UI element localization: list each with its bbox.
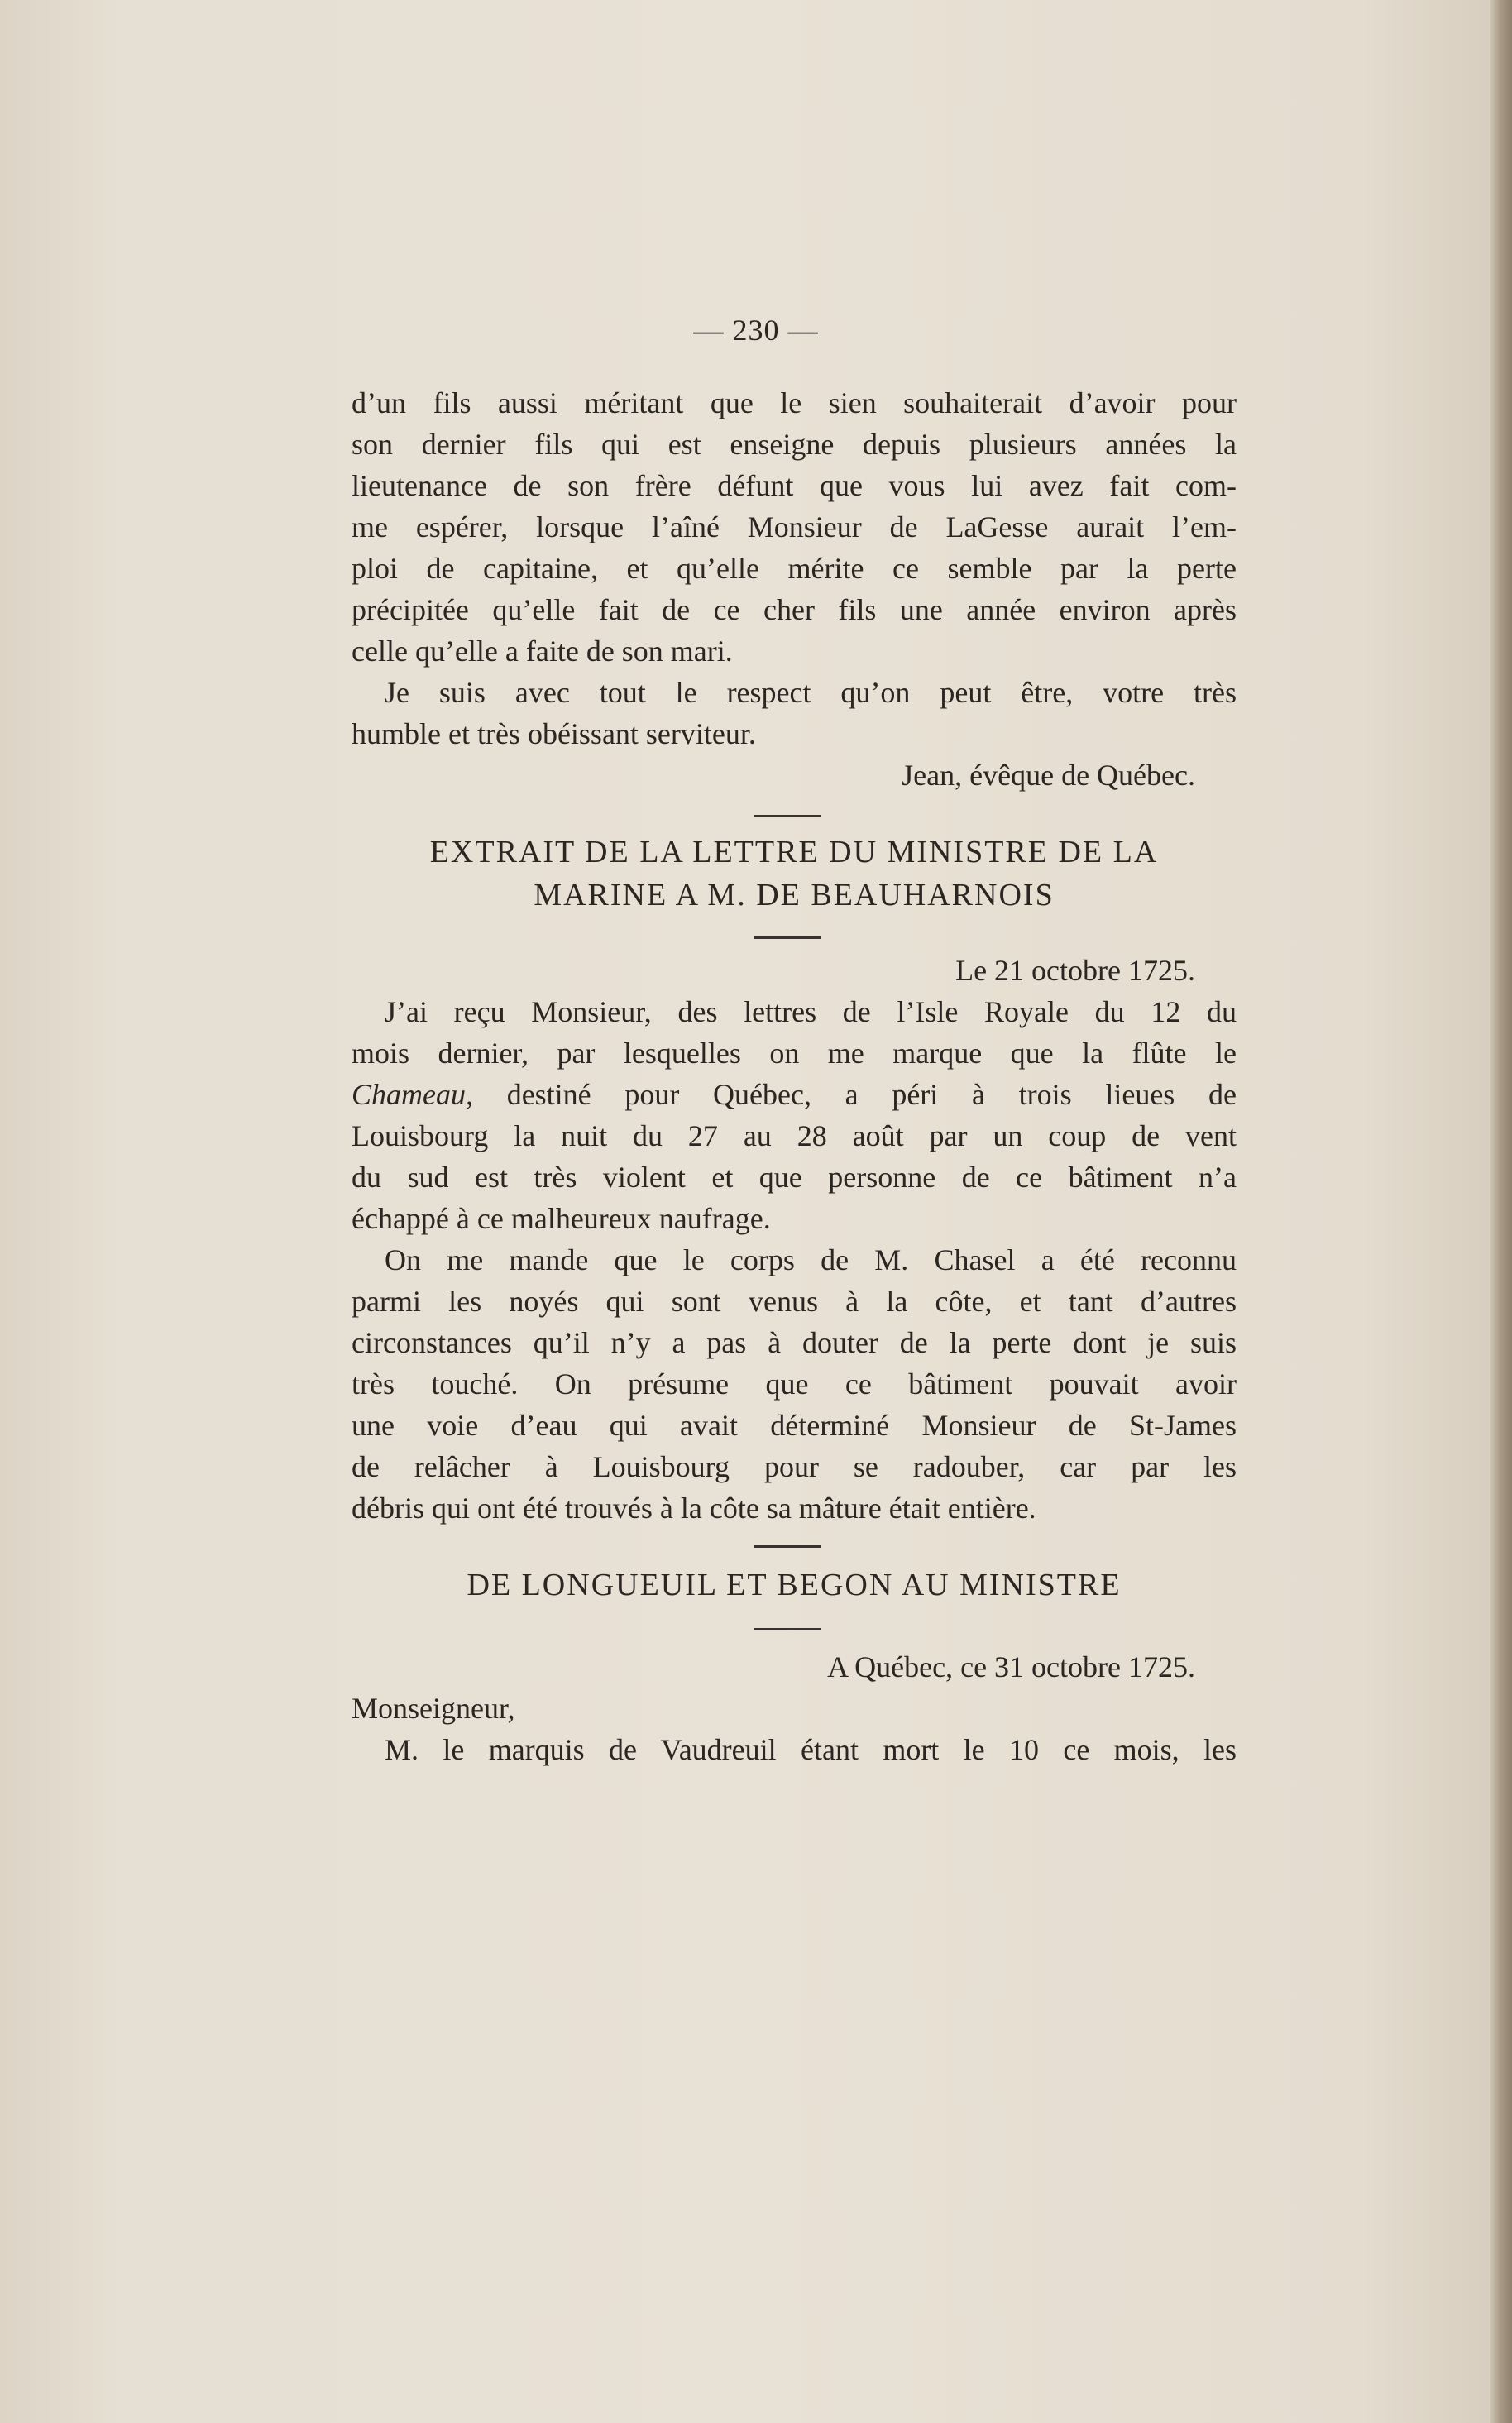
section-longueuil-body [352, 1646, 1237, 1770]
text-line: précipitée qu’elle fait de ce cher fils une année environ après [352, 593, 1237, 626]
text-line: une voie d’eau qui avait déterminé Monsieur de St-James [352, 1409, 1237, 1442]
text-line: Je suis avec tout le respect qu’on peut être, votre très [385, 676, 1237, 709]
text-line: lieutenance de son frère défunt que vous lui avez fait com- [352, 469, 1237, 502]
section-divider [754, 936, 821, 939]
letter-date: A Québec, ce 31 octobre 1725. [827, 1650, 1195, 1683]
text-line: du sud est très violent et que personne de ce bâtiment n’a [352, 1161, 1237, 1194]
text-line: très touché. On présume que ce bâtiment pouvait avoir [352, 1367, 1237, 1401]
section-divider [754, 1545, 821, 1548]
text-line: échappé à ce malheureux naufrage. [352, 1202, 771, 1235]
text-line: de relâcher à Louisbourg pour se radouber, car par les [352, 1450, 1237, 1483]
salutation: Monseigneur, [352, 1692, 515, 1725]
text-line: On me mande que le corps de M. Chasel a été reconnu [385, 1243, 1237, 1276]
section-heading: EXTRAIT DE LA LETTRE DU MINISTRE DE LA [429, 835, 1159, 869]
text-line [352, 1074, 1237, 1115]
text-line: M. le marquis de Vaudreuil étant mort le 10 ce mois, les [385, 1733, 1237, 1766]
ship-name: Chameau, [352, 1078, 473, 1111]
text-line: humble et très obéissant serviteur. [352, 717, 756, 750]
text-line: Louisbourg la nuit du 27 au 28 août par un coup de vent [352, 1119, 1237, 1152]
section-divider [754, 815, 821, 817]
text-line: parmi les noyés qui sont venus à la côte, et tant d’autres [352, 1285, 1237, 1318]
text-fragment: destiné pour Québec, a péri à trois lieues de [473, 1078, 1237, 1111]
page-edge [1490, 0, 1512, 2423]
letter-date: Le 21 octobre 1725. [955, 954, 1195, 987]
section-heading: MARINE A M. DE BEAUHARNOIS [534, 878, 1055, 912]
text-line: son dernier fils qui est enseigne depuis plusieurs années la [352, 428, 1237, 461]
signature: Jean, évêque de Québec. [902, 759, 1195, 792]
section-heading: DE LONGUEUIL ET BEGON AU MINISTRE [467, 1568, 1122, 1602]
text-line: ploi de capitaine, et qu’elle mérite ce semble par la perte [352, 552, 1237, 585]
section-divider [754, 1628, 821, 1630]
letter-continuation [352, 382, 1237, 796]
text-line: celle qu’elle a faite de son mari. [352, 634, 733, 668]
text-line: J’ai reçu Monsieur, des lettres de l’Isle Royale du 12 du [385, 995, 1237, 1028]
text-line: circonstances qu’il n’y a pas à douter de la perte dont je suis [352, 1326, 1237, 1359]
text-line: mois dernier, par lesquelles on me marque que la flûte le [352, 1037, 1237, 1070]
section-extrait [352, 831, 1237, 917]
text-line: débris qui ont été trouvés à la côte sa mâture était entière. [352, 1492, 1036, 1525]
text-line: d’un fils aussi méritant que le sien souhaiterait d’avoir pour [352, 386, 1237, 419]
section-extrait-body [352, 950, 1237, 1529]
text-line: me espérer, lorsque l’aîné Monsieur de LaGesse aurait l’em- [352, 510, 1237, 543]
page-number: — 230 — [693, 314, 819, 347]
section-longueuil [352, 1563, 1237, 1607]
